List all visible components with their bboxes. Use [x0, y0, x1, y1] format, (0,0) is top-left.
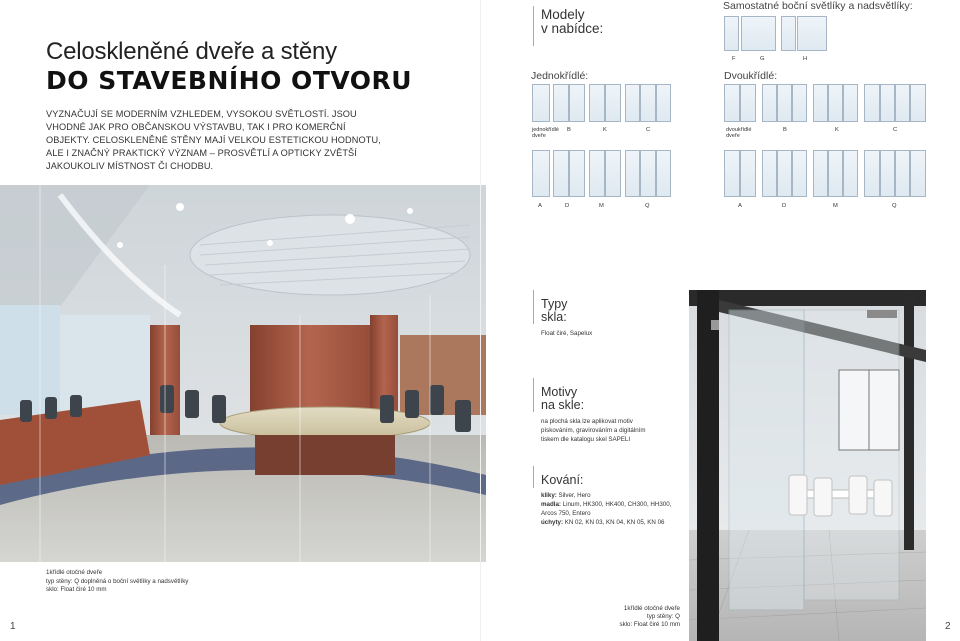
hardware-title-bar [533, 466, 534, 488]
double-m-pane-2 [828, 150, 843, 197]
glass-door-photo [689, 290, 926, 641]
double-q-pane-4 [910, 150, 926, 197]
single-b-pane-2 [569, 84, 585, 122]
models-title-line: Modely [541, 7, 585, 22]
hardware-value: Linum, HK300, HK400, CH300, HH300, [560, 501, 672, 508]
hardware-key: madla: [541, 501, 561, 508]
single-label-c: C [646, 127, 651, 133]
hardware-line-pulls-cont [541, 509, 671, 518]
double-c-pane-1 [864, 84, 880, 122]
caption-line: typ stěny: Q [646, 613, 680, 620]
motifs-text-line: pískováním, gravírováním a digitálním [541, 427, 646, 434]
hardware-key: kliky: [541, 492, 557, 499]
double-label-k: K [835, 127, 839, 133]
single-k-pane-2 [605, 84, 621, 122]
page-title-light: Celoskleněné dveře a stěny [46, 38, 337, 65]
single-b-pane-1 [553, 84, 569, 122]
conference-room-photo [0, 185, 486, 562]
hardware-line-handles [541, 491, 671, 500]
page-number-left: 1 [10, 621, 16, 632]
hardware-line-pulls [541, 500, 671, 509]
single-q-pane-3 [656, 150, 671, 197]
right-photo-caption [590, 605, 680, 629]
label-f: F [732, 56, 736, 62]
glass-title-line: Typy [541, 297, 568, 311]
models-title-bar [533, 6, 534, 46]
single-c-pane-1 [625, 84, 640, 122]
hardware-value: Silver, Hero [556, 492, 591, 499]
double-c-pane-4 [910, 84, 926, 122]
double-k-pane-3 [843, 84, 858, 122]
intro-paragraph: VYZNAČUJÍ SE MODERNÍM VZHLEDEM, VYSOKOU SVĚTLOSTÍ. JSOU VHODNÉ JAK PRO OBČANSKOU VÝSTAVBU, TAK I PRO KOMERČNÍ OBJEKTY. CELOSKLENĚNÉ STĚNY MAJÍ VELKOU ESTETICKOU HODNOTU, ALE I ZNAČNÝ PRAKTICKÝ VÝZNAM – PROSVĚTLÍ A OPTICKY ZVĚTŠÍ JAKOUKOLIV MÍSTNOST ČI CHODBU. [46, 109, 381, 171]
single-label-m: M [599, 203, 604, 209]
hardware-key: úchyty: [541, 519, 564, 526]
motifs-text-line: na plochá skla lze aplikovat motiv [541, 418, 633, 425]
single-c-pane-2 [640, 84, 656, 122]
single-k-pane-1 [589, 84, 605, 122]
double-b-pane-1 [762, 84, 777, 122]
single-label-a: A [538, 203, 542, 209]
double-d-pane-1 [762, 150, 777, 197]
single-door-pane [532, 84, 550, 122]
double-q-pane-1 [864, 150, 880, 197]
double-label-m: M [833, 203, 838, 209]
glass-text: Float čiré, Sapelux [541, 330, 593, 337]
glass-door-illustration [689, 290, 926, 641]
single-d-pane-2 [569, 150, 585, 197]
pane-f [724, 16, 739, 51]
pane-g [741, 16, 776, 51]
pane-h [797, 16, 827, 51]
double-leaf-title: Dvoukřídlé: [724, 70, 778, 82]
models-title-line: v nabídce: [541, 21, 604, 36]
motifs-title-line: Motivy [541, 385, 578, 399]
single-m-pane-1 [589, 150, 605, 197]
left-photo-caption [46, 569, 188, 595]
double-d-pane-2 [777, 150, 792, 197]
motifs-text-line: tiskem dle katalogu skel SAPELI [541, 436, 631, 443]
double-d-pane-3 [792, 150, 807, 197]
single-label-d: D [565, 203, 570, 209]
page-title-bold: DO STAVEBNÍHO OTVORU [46, 66, 413, 95]
models-title [541, 8, 603, 36]
glass-title-line: skla: [541, 310, 567, 324]
double-c-pane-2 [880, 84, 895, 122]
double-label-q: Q [892, 203, 897, 209]
single-q-pane-2 [640, 150, 656, 197]
double-b-pane-3 [792, 84, 807, 122]
caption-line: typ stěny: Q doplněná o boční světlíky a nadsvětlíky [46, 577, 189, 585]
hardware-title: Kování: [541, 473, 584, 487]
double-door-pane-1 [724, 84, 740, 122]
single-door-label: jednokřídlé dveře [532, 127, 559, 140]
hardware-value: KN 02, KN 03, KN 04, KN 05, KN 06 [563, 519, 665, 526]
single-c-pane-3 [656, 84, 671, 122]
caption-line: 1křídlé otočné dveře [46, 569, 103, 576]
pane-h-side [781, 16, 796, 51]
double-label-c: C [893, 127, 898, 133]
hardware-line-knobs [541, 518, 671, 527]
double-door-label: dvoukřídlé dveře [726, 127, 752, 140]
double-m-pane-1 [813, 150, 828, 197]
motifs-title [541, 386, 584, 412]
motifs-text [541, 417, 646, 444]
single-label-k: K [603, 127, 607, 133]
double-a-pane-1 [724, 150, 740, 197]
double-q-pane-3 [895, 150, 910, 197]
page-number-right: 2 [945, 621, 951, 632]
hardware-list [541, 491, 671, 527]
double-b-pane-2 [777, 84, 792, 122]
double-m-pane-3 [843, 150, 858, 197]
conference-room-illustration [0, 185, 486, 562]
motifs-title-line: na skle: [541, 398, 585, 412]
label-h: H [803, 56, 808, 62]
single-label-q: Q [645, 203, 650, 209]
double-label-b: B [783, 127, 787, 133]
standalone-title: Samostatné boční světlíky a nadsvětlíky: [723, 0, 913, 12]
label-g: G [760, 56, 765, 62]
glass-title [541, 298, 567, 324]
hardware-value: Arcos 750, Entero [541, 510, 591, 517]
caption-line: sklo: Float čiré 10 mm [619, 621, 680, 628]
single-label-b: B [567, 127, 571, 133]
double-c-pane-3 [895, 84, 910, 122]
glass-title-bar [533, 290, 534, 324]
double-label-d: D [782, 203, 787, 209]
double-k-pane-1 [813, 84, 828, 122]
single-q-pane-1 [625, 150, 640, 197]
double-q-pane-2 [880, 150, 895, 197]
single-a-pane [532, 150, 550, 197]
caption-line: sklo: Float čiré 10 mm [46, 586, 107, 593]
single-d-pane-1 [553, 150, 569, 197]
double-a-pane-2 [740, 150, 756, 197]
double-label-a: A [738, 203, 742, 209]
double-door-pane-2 [740, 84, 756, 122]
single-leaf-title: Jednokřídlé: [531, 70, 589, 82]
single-m-pane-2 [605, 150, 621, 197]
caption-line: 1křídlé otočné dveře [623, 605, 680, 612]
double-k-pane-2 [828, 84, 843, 122]
motifs-title-bar [533, 378, 534, 412]
page-fold [480, 0, 481, 641]
